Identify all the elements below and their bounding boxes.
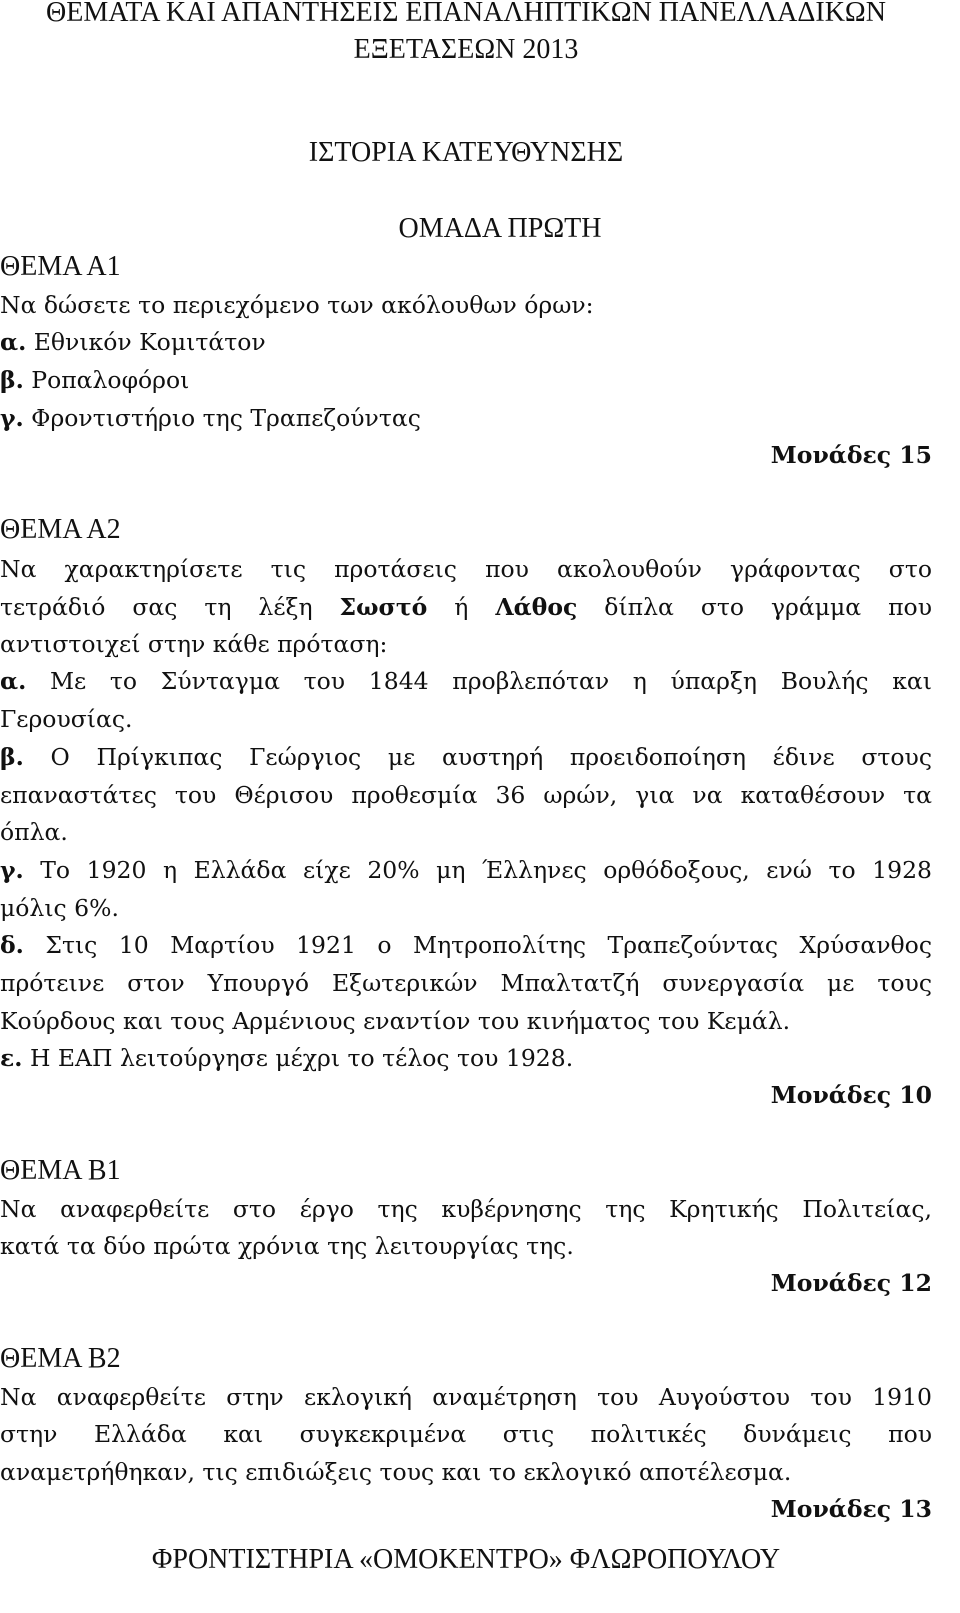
statement-d-line1 — [0, 926, 932, 964]
statement-letter: β. — [0, 743, 24, 771]
statement-letter: γ. — [0, 856, 24, 884]
statement-a-line1 — [0, 662, 932, 700]
statement-b-line3: όπλα. — [0, 818, 68, 846]
topic-a2-prompt-line2 — [0, 588, 932, 626]
word-true: Σωστό — [339, 593, 428, 621]
topic-b2-line1: Να αναφερθείτε στην εκλογική αναμέτρηση του Αυγούστου του 1910 — [0, 1383, 932, 1411]
statement-c-line2: μόλις 6%. — [0, 894, 119, 922]
footer-text: ΦΡΟΝΤΙΣΤΗΡΙΑ «ΟΜΟΚΕΝΤΡΟ» ΦΛΩΡΟΠΟΥΛΟΥ — [151, 1544, 781, 1575]
statement-text: Στις 10 Μαρτίου 1921 ο Μητροπολίτης Τραπεζούντας Χρύσανθος — [23, 931, 932, 959]
list-item — [0, 399, 932, 437]
item-text: Ροπαλοφόροι — [23, 366, 190, 394]
item-letter: γ. — [0, 404, 24, 432]
topic-a2-prompt-line1: Να χαρακτηρίσετε τις προτάσεις που ακολουθούν γράφοντας στο — [0, 555, 932, 583]
item-letter: β. — [0, 366, 24, 394]
statement-letter: ε. — [0, 1044, 23, 1072]
statement-b-line2: επαναστάτες του Θέρισου προθεσμία 36 ωρών, για να καταθέσουν τα — [0, 781, 932, 809]
topic-b2-line3: αναμετρήθηκαν, τις επιδιώξεις τους και το εκλογικό αποτέλεσμα. — [0, 1458, 792, 1486]
topic-b1-title: ΘΕΜΑ Β1 — [0, 1155, 121, 1186]
topic-b1-line1: Να αναφερθείτε στο έργο της κυβέρνησης της Κρητικής Πολιτείας, — [0, 1195, 932, 1223]
topic-a1-prompt: Να δώσετε το περιεχόμενο των ακόλουθων όρων: — [0, 291, 594, 319]
statement-text: Η ΕΑΠ λειτούργησε μέχρι το τέλος του 1928. — [22, 1044, 574, 1072]
statement-letter: δ. — [0, 931, 24, 959]
list-item — [0, 361, 932, 399]
statement-a-line2: Γερουσίας. — [0, 705, 133, 733]
topic-a2-prompt-line3: αντιστοιχεί στην κάθε πρόταση: — [0, 630, 388, 658]
prompt-text: τετράδιό σας τη λέξη — [0, 593, 340, 621]
statement-text: Το 1920 η Ελλάδα είχε 20% μη Έλληνες ορθόδοξους, ενώ το 1928 — [23, 856, 932, 884]
statement-c-line1 — [0, 851, 932, 889]
statement-d-line2: πρότεινε στον Υπουργό Εξωτερικών Μπαλτατζή συνεργασία με τους — [0, 969, 932, 997]
topic-a1-title: ΘΕΜΑ Α1 — [0, 251, 121, 282]
prompt-text: ή — [427, 593, 496, 621]
topic-b1-line2: κατά τα δύο πρώτα χρόνια της λειτουργίας της. — [0, 1232, 574, 1260]
statement-text: Με το Σύνταγμα του 1844 προβλεπόταν η ύπαρξη Βουλής και — [26, 667, 932, 695]
topic-b2-title: ΘΕΜΑ Β2 — [0, 1343, 121, 1374]
item-text: Εθνικόν Κομιτάτον — [26, 328, 266, 356]
statement-e-line1 — [0, 1039, 932, 1077]
topic-b2-line2: στην Ελλάδα και συγκεκριμένα στις πολιτικές δυνάμεις που — [0, 1420, 932, 1448]
item-letter: α. — [0, 328, 27, 356]
topic-a2-title: ΘΕΜΑ Α2 — [0, 514, 121, 545]
statement-text: Ο Πρίγκιπας Γεώργιος με αυστηρή προειδοποίηση έδινε στους — [23, 743, 932, 771]
points-b2: Μονάδες 13 — [770, 1495, 932, 1523]
statement-d-line3: Κούρδους και τους Αρμένιους εναντίον του κινήματος του Κεμάλ. — [0, 1007, 791, 1035]
points-a1: Μονάδες 15 — [770, 441, 932, 469]
word-false: Λάθος — [495, 593, 578, 621]
statement-letter: α. — [0, 667, 27, 695]
header-title-line2: ΕΞΕΤΑΣΕΩΝ 2013 — [353, 34, 579, 65]
points-a2: Μονάδες 10 — [770, 1081, 932, 1109]
prompt-text: δίπλα στο γράμμα που — [577, 593, 932, 621]
statement-b-line1 — [0, 738, 932, 776]
group-title: ΟΜΑΔΑ ΠΡΩΤΗ — [398, 213, 602, 244]
points-b1: Μονάδες 12 — [770, 1269, 932, 1297]
list-item — [0, 323, 932, 361]
subject-title: ΙΣΤΟΡΙΑ ΚΑΤΕΥΘΥΝΣΗΣ — [308, 137, 624, 168]
item-text: Φροντιστήριο της Τραπεζούντας — [23, 404, 421, 432]
header-title-line1: ΘΕΜΑΤΑ ΚΑΙ ΑΠΑΝΤΗΣΕΙΣ ΕΠΑΝΑΛΗΠΤΙΚΩΝ ΠΑΝΕΛΛΑΔΙΚΩΝ — [46, 0, 886, 28]
